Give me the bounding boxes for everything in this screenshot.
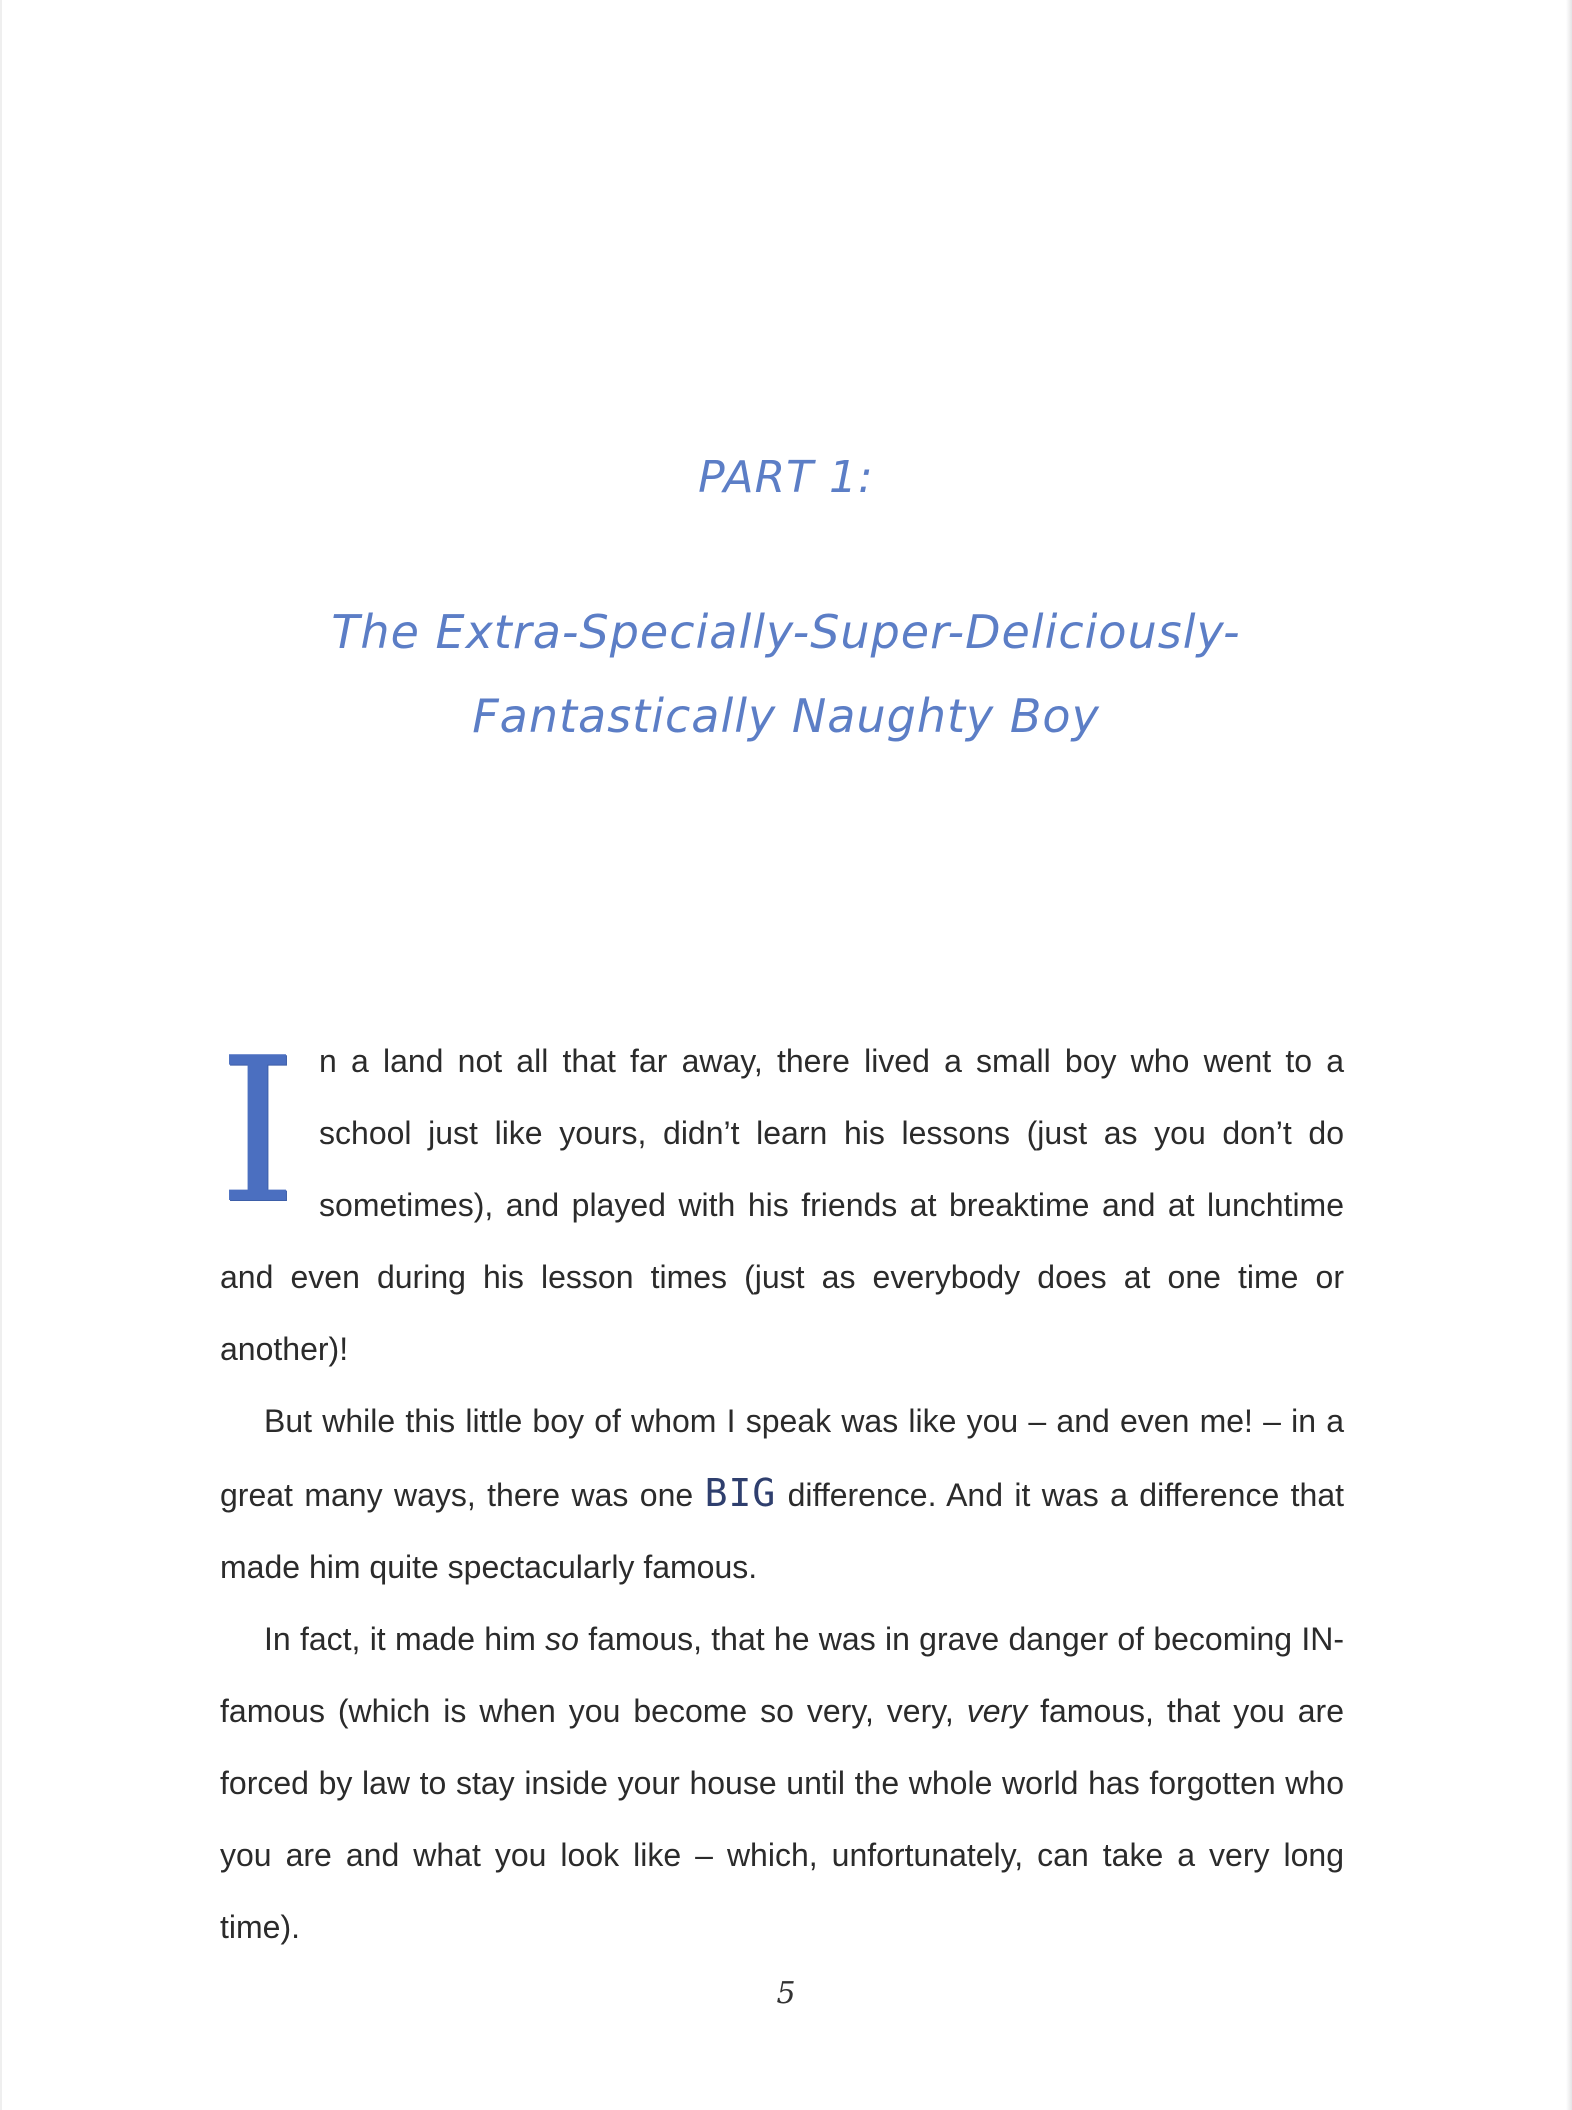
paragraph-2-before: But while this little boy of whom I speak was like you – and even me! – in a great many ways, there was one	[220, 1403, 1344, 1513]
drop-cap: I	[218, 1015, 298, 1248]
page-edge-right	[1566, 0, 1572, 2110]
part-label: PART 1:	[698, 452, 874, 503]
paragraph-3-part-1: In fact, it made him	[264, 1621, 546, 1657]
page-number: 5	[776, 1976, 796, 2011]
paragraph-3	[220, 1603, 1344, 1963]
body-text	[218, 1015, 1345, 1963]
paragraph-3-part-3: famous, that you are forced by law to stay inside your house until the whole world has forgotten who you are and what you look like – which, unfortunately, can take a very long time).	[220, 1693, 1345, 1945]
chapter-title-line-1: The Extra-Specially-Super-Deliciously-	[331, 605, 1241, 659]
scan-edge-left	[0, 0, 2, 2110]
chapter-title	[0, 590, 1572, 758]
paragraph-1	[218, 1015, 1344, 1385]
chapter-title-line-2: Fantastically Naughty Boy	[472, 689, 1100, 743]
paragraph-2-after: difference. And it was a difference that made him quite spectacularly famous.	[220, 1477, 1345, 1585]
paragraph-3-part-2: famous, that he was in grave danger of becoming IN-famous (which is when you become so very, very,	[220, 1621, 1345, 1729]
italic-so: so	[545, 1621, 579, 1657]
italic-very: very	[966, 1693, 1028, 1729]
paragraph-1-text: n a land not all that far away, there lived a small boy who went to a school just like yours, didn’t learn his lessons (just as you don’t do sometimes), and played with his friends at breaktime and at lunchtime and even during his lesson times (just as everybody does at one time or another)!	[220, 1043, 1344, 1367]
big-emphasis-word: BIG	[704, 1471, 777, 1515]
paragraph-2	[220, 1385, 1344, 1603]
